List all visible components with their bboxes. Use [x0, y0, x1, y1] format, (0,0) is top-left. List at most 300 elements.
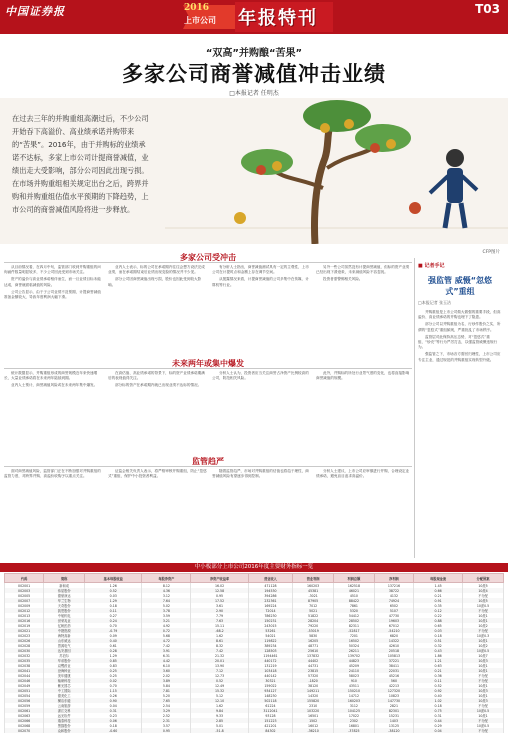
table-cell: -0.79: [85, 628, 142, 633]
table-cell: 002041: [5, 668, 44, 673]
table-cell: 紫光国芯: [44, 683, 85, 688]
table-cell: 82311: [334, 623, 375, 628]
table-cell: 0.85: [85, 658, 142, 663]
table-cell: 5.84: [142, 683, 191, 688]
table-cell: 5830: [293, 633, 334, 638]
table-cell: 28204: [293, 618, 334, 623]
table-header-cell: 每股净资产: [142, 574, 191, 583]
table-cell: 1.45: [414, 583, 463, 589]
table-cell: 934127: [248, 688, 293, 693]
table-cell: -37825: [334, 728, 375, 733]
table-cell: 1502: [293, 718, 334, 723]
table-cell: 0.06: [85, 718, 142, 723]
table-cell: 1.26: [85, 583, 142, 589]
table-cell: 10派1: [463, 613, 504, 618]
table-cell: 7.12: [191, 668, 248, 673]
table-cell: 0.32: [414, 643, 463, 648]
table-cell: 7.79: [191, 613, 248, 618]
table-cell: 新和成: [44, 583, 85, 589]
table-cell: 14320: [293, 693, 334, 698]
table-cell: 243015: [248, 623, 293, 628]
table-cell: 10派1: [463, 693, 504, 698]
table-cell: 54021: [248, 633, 293, 638]
listed-company-label: 上市公司: [184, 16, 216, 25]
year-badge: 2016: [184, 3, 210, 13]
table-cell: 471128: [248, 583, 293, 589]
table-cell: 67012: [374, 623, 413, 628]
table-cell: 002059: [5, 703, 44, 708]
table-header-cell: 利润总额: [334, 574, 375, 583]
table-cell: 50324: [334, 643, 375, 648]
table-cell: 5.68: [142, 633, 191, 638]
table-cell: 19603: [374, 618, 413, 623]
table-cell: 137832: [293, 653, 334, 658]
table-cell: 6.10: [142, 663, 191, 668]
table-cell: 162518: [334, 583, 375, 589]
table-cell: 10派3: [463, 698, 504, 703]
table-cell: 10派1: [463, 618, 504, 623]
table-row: [5, 728, 504, 733]
sidebar-title: 强监管 威慑“忽悠式”重组: [427, 276, 493, 296]
table-cell: 7.64: [142, 598, 191, 603]
table-cell: 0.04: [414, 728, 463, 733]
table-cell: 0.72: [142, 628, 191, 633]
table-cell: 10派1: [463, 713, 504, 718]
table-cell: 0.40: [85, 638, 142, 643]
table-cell: 148230: [248, 693, 293, 698]
table-cell: 002066: [5, 718, 44, 723]
table-cell: 45381: [293, 588, 334, 593]
table-cell: 42213: [374, 683, 413, 688]
table-cell: 5.02: [142, 603, 191, 608]
table-cell: 104125: [334, 708, 375, 713]
table-cell: 0.29: [414, 723, 463, 728]
table-cell: 黑猫股份: [44, 723, 85, 728]
table-cell: 3112: [334, 703, 375, 708]
table-cell: 思源电气: [44, 643, 85, 648]
table-cell: 58023: [334, 673, 375, 678]
table-cell: 瑞泰科技: [44, 718, 85, 723]
table-cell: -68.2: [191, 628, 248, 633]
table-cell: 002061: [5, 708, 44, 713]
table-cell: 910: [334, 678, 375, 683]
body-text-col12: 分析人士建议，上市公司应审慎进行并购，合理设定业绩承诺，避免盲目追求高溢价。: [316, 469, 410, 479]
table-cell: 16.02: [191, 583, 248, 589]
table-cell: 中工国际: [44, 688, 85, 693]
table-cell: 0.65: [414, 623, 463, 628]
table-cell: 0.11: [85, 608, 142, 613]
table-cell: 15.11: [191, 623, 248, 628]
illustration-image: [165, 98, 508, 244]
table-cell: 云南旅游: [44, 703, 85, 708]
table-cell: 3.29: [142, 708, 191, 713]
table-cell: 5.01: [191, 723, 248, 728]
table-cell: 8.12: [142, 583, 191, 589]
table-cell: 13.90: [191, 663, 248, 668]
body-text-col2: 业内人士表示，标的公司在承诺期内往往会想方设法完成业绩，而在承诺期结束后业绩出现变脸的情况并不少见。 部分公司因商誉减值出现亏损，股价也因此受到较大影响。: [108, 265, 205, 287]
table-cell: 159022: [248, 683, 293, 688]
table-cell: 10派1: [463, 638, 504, 643]
table-cell: 14712: [334, 693, 375, 698]
table-cell: 61224: [248, 703, 293, 708]
table-cell: 1194461: [248, 653, 293, 658]
table-cell: 众和股份: [44, 728, 85, 733]
table-cell: 1.15: [85, 688, 142, 693]
table-cell: 不分配: [463, 593, 504, 598]
table-cell: 16502: [334, 638, 375, 643]
table-cell: 160203: [334, 698, 375, 703]
table-cell: 美年健康: [44, 673, 85, 678]
table-cell: 1.29: [85, 598, 142, 603]
column-divider: [414, 258, 415, 558]
table-cell: 2.31: [142, 718, 191, 723]
table-cell: 3.59: [142, 613, 191, 618]
table-cell: 139702: [334, 653, 375, 658]
table-cell: 37221: [374, 658, 413, 663]
table-cell: 0.43: [414, 648, 463, 653]
table-cell: 0.18: [414, 703, 463, 708]
table-cell: 浙江交科: [44, 708, 85, 713]
table-cell: 7.81: [142, 688, 191, 693]
table-cell: 13125: [374, 723, 413, 728]
table-cell: -54210: [374, 628, 413, 633]
table-cell: 0.28: [85, 648, 142, 653]
byline: □本报记者 任明杰: [229, 90, 279, 97]
table-cell: 002035: [5, 658, 44, 663]
table-cell: 凯恩股份: [44, 608, 85, 613]
table-cell: 20518: [374, 648, 413, 653]
table-cell: 38411: [374, 663, 413, 668]
table-cell: 002005: [5, 593, 44, 598]
table-header-row: [5, 574, 504, 583]
table-cell: 华帝股份: [44, 658, 85, 663]
table-cell: 0.36: [414, 673, 463, 678]
table-cell: 150210: [334, 688, 375, 693]
table-cell: 5.12: [191, 693, 248, 698]
table-cell: 10派1: [463, 668, 504, 673]
table-cell: 002044: [5, 673, 44, 678]
table-cell: 1.86: [414, 653, 463, 658]
table-cell: 0.21: [414, 593, 463, 598]
table-cell: 394286: [248, 593, 293, 598]
table-cell: 74924: [374, 598, 413, 603]
table-cell: 002038: [5, 663, 44, 668]
table-cell: 天奇股份: [44, 603, 85, 608]
sidebar-body: 并购重组是上市公司做大做强的重要手段，但高溢价、高业绩承诺的并购也埋下了隐患。 部分公司以并购重组为名，行炒作股价之实，所谓的“忽悠式”重组频现，严重扰乱了市场秩序。 监管层对此保持高压态势，对“忽悠式”重组、“炒壳”等行为严厉打击，以强监管威慑违规行为。 强监管之下，市场各方需回归理性，上市公司应专注主业，通过规范的并购重组实现转型升级。: [418, 310, 501, 362]
table-cell: 1.62: [191, 633, 248, 638]
table-cell: 23815: [293, 668, 334, 673]
table-header-cell: 营业收入: [248, 574, 293, 583]
table-cell: 德豪润达: [44, 593, 85, 598]
table-cell: 轴研科技: [44, 678, 85, 683]
table-title: 中小板部分上市公司2016年度主要财务指标一览: [0, 563, 508, 572]
table-cell: 0.25: [85, 668, 142, 673]
table-cell: 002016: [5, 618, 44, 623]
table-cell: 0.52: [85, 588, 142, 593]
table-cell: 华兰生物: [44, 598, 85, 603]
table-cell: 不分配: [463, 628, 504, 633]
table-cell: 10派0.5: [463, 603, 504, 608]
table-cell: 149211: [293, 688, 334, 693]
table-cell: 002001: [5, 583, 44, 589]
body-text-col6: 在高估值、高业绩承诺的背景下，标的资产业绩承诺期满后的表现值得关注。 部分标的资产在承诺期内就已出现业绩不达标的情况。: [108, 371, 205, 388]
body-text-col3: 有分析人士指出，商誉减值测试具有一定的主观性，上市公司在计提时点和金额上存在调节空间。 从披露情况来看，计提商誉减值的公司多集中在传媒、计算机等行业。: [212, 265, 309, 287]
table-cell: 0.12: [414, 608, 463, 613]
table-cell: -53019: [293, 628, 334, 633]
page-number: T03: [475, 2, 500, 16]
table-cell: 10派2: [463, 623, 504, 628]
table-cell: 002030: [5, 648, 44, 653]
table-body: [5, 583, 504, 734]
table-cell: 137216: [374, 583, 413, 589]
table-cell: 0.70: [85, 683, 142, 688]
table-cell: 5107: [374, 608, 413, 613]
table-cell: 6502: [374, 603, 413, 608]
table-cell: 7.63: [191, 618, 248, 623]
table-cell: 169224: [248, 603, 293, 608]
table-cell: 4.36: [142, 588, 191, 593]
table-cell: 10派1: [463, 663, 504, 668]
divider: [4, 466, 412, 467]
body-text-col10: 证监会相关负责人表示，将严格审核并购重组，防止“忽悠式”重组，保护中小投资者利益。: [108, 469, 207, 479]
table-cell: 0.63: [414, 663, 463, 668]
table-cell: 502118: [248, 698, 293, 703]
table-cell: 43511: [334, 683, 375, 688]
table-cell: 中航机电: [44, 613, 85, 618]
table-cell: 12.58: [191, 588, 248, 593]
table-cell: 002012: [5, 608, 44, 613]
table-cell: 远光软件: [44, 713, 85, 718]
table-cell: 山东威达: [44, 638, 85, 643]
sidebar-byline: □本报记者 张玉洁: [418, 300, 452, 305]
table-cell: 0.44: [414, 718, 463, 723]
section-title-regulation: 监管趋严: [192, 457, 224, 466]
table-cell: -1820: [293, 678, 334, 683]
table-cell: 0.31: [85, 708, 142, 713]
table-cell: 2310: [293, 703, 334, 708]
table-cell: 4510: [334, 593, 375, 598]
sidebar-column: [418, 262, 502, 565]
table-cell: 0.90: [85, 698, 142, 703]
table-cell: 3.57: [142, 723, 191, 728]
table-cell: -3021: [293, 593, 334, 598]
table-cell: 0.25: [85, 673, 142, 678]
table-cell: 0.22: [414, 613, 463, 618]
table-cell: 0.03: [414, 628, 463, 633]
table-cell: 10823: [374, 693, 413, 698]
table-cell: -51.8: [191, 728, 248, 733]
table-cell: 6.31: [142, 653, 191, 658]
table-cell: 0.26: [85, 693, 142, 698]
table-cell: 7201: [334, 633, 375, 638]
table-cell: 1.02: [414, 698, 463, 703]
table-cell: 0.52: [191, 678, 248, 683]
table-cell: 002013: [5, 613, 44, 618]
table-cell: 103418: [248, 668, 293, 673]
table-cell: 5021: [293, 608, 334, 613]
table-cell: 1.62: [191, 703, 248, 708]
table-cell: 150231: [248, 618, 293, 623]
table-cell: 0.24: [85, 618, 142, 623]
table-cell: 21.32: [191, 653, 248, 658]
table-cell: 160203: [293, 583, 334, 589]
table-cell: 1.21: [414, 658, 463, 663]
table-cell: 002063: [5, 713, 44, 718]
table-cell: 45216: [374, 673, 413, 678]
table-cell: 0.35: [414, 603, 463, 608]
table-cell: 3112041: [248, 708, 293, 713]
table-cell: 26211: [334, 648, 375, 653]
table-cell: 2.90: [191, 608, 248, 613]
table-cell: 147730: [374, 698, 413, 703]
table-cell: 0.51: [414, 638, 463, 643]
hero-area: [0, 98, 508, 244]
table-cell: 不分配: [463, 673, 504, 678]
section-title-impact: 多家公司受冲击: [180, 253, 236, 262]
table-cell: 0.18: [414, 633, 463, 638]
table-cell: 002056: [5, 698, 44, 703]
table-cell: 53261: [248, 628, 293, 633]
table-cell: 3.60: [142, 668, 191, 673]
table-cell: 0.75: [414, 708, 463, 713]
table-cell: 不分配: [463, 718, 504, 723]
table-cell: 2.02: [142, 673, 191, 678]
photo-caption: CFP图片: [482, 250, 500, 255]
table-cell: 0.88: [414, 618, 463, 623]
table-cell: 世荣兆业: [44, 618, 85, 623]
table-cell: 0.61: [85, 643, 142, 648]
table-cell: 93128: [248, 713, 293, 718]
table-cell: 7.42: [191, 648, 248, 653]
divider: [4, 368, 412, 369]
table-cell: 15231: [374, 713, 413, 718]
table-cell: 44731: [293, 663, 334, 668]
table-header-cell: 代码: [5, 574, 44, 583]
table-cell: 105813: [374, 653, 413, 658]
table-cell: 9.84: [191, 708, 248, 713]
table-cell: 0.92: [414, 688, 463, 693]
table-header-cell: 净利润: [374, 574, 413, 583]
table-cell: 10派5: [463, 598, 504, 603]
table-cell: 8.32: [191, 643, 248, 648]
table-cell: 38722: [374, 588, 413, 593]
table-cell: 0.40: [414, 693, 463, 698]
table-cell: 51822: [293, 613, 334, 618]
table-cell: 0.66: [414, 588, 463, 593]
table-cell: 28502: [334, 618, 375, 623]
table-cell: 7.65: [142, 698, 191, 703]
table-cell: 7.42: [142, 643, 191, 648]
table-cell: 2.52: [142, 713, 191, 718]
table-cell: 2302: [334, 718, 375, 723]
table-cell: 0.83: [85, 663, 142, 668]
table-cell: 10派5: [463, 583, 504, 589]
table-cell: 17.52: [191, 598, 248, 603]
table-cell: 0.27: [85, 613, 142, 618]
table-cell: 194530: [248, 588, 293, 593]
table-cell: 24110: [334, 668, 375, 673]
table-cell: 0.95: [191, 593, 248, 598]
table-cell: 232361: [248, 598, 293, 603]
table-cell: 131219: [248, 663, 293, 668]
table-cell: 002023: [5, 633, 44, 638]
newspaper-logo: 中国证券报: [5, 5, 65, 18]
table-cell: 3.12: [142, 593, 191, 598]
table-cell: 4132: [374, 593, 413, 598]
table-cell: 002003: [5, 588, 44, 593]
table-cell: 44402: [293, 658, 334, 663]
table-cell: 7861: [334, 603, 375, 608]
table-cell: 002051: [5, 688, 44, 693]
table-cell: 12.10: [191, 698, 248, 703]
table-cell: 79220: [293, 623, 334, 628]
table-cell: 786230: [248, 613, 293, 618]
table-cell: 双鹭药业: [44, 663, 85, 668]
table-cell: 45209: [334, 663, 375, 668]
table-cell: 47730: [374, 613, 413, 618]
table-cell: 7012: [293, 603, 334, 608]
table-cell: 10派3: [463, 688, 504, 693]
table-cell: 10派4: [463, 588, 504, 593]
table-cell: 42610: [374, 643, 413, 648]
table-cell: 20.01: [191, 658, 248, 663]
table-cell: 中捷资源: [44, 628, 85, 633]
table-cell: 0.11: [414, 678, 463, 683]
table-cell: 560: [374, 678, 413, 683]
section-title-outlook: 未来两年或集中爆发: [172, 359, 244, 368]
table-cell: 横店东磁: [44, 698, 85, 703]
table-cell: 46021: [334, 588, 375, 593]
table-cell: 3.78: [142, 608, 191, 613]
table-cell: 6820: [374, 633, 413, 638]
body-text-col5: 统计数据显示，并购重组形成的商誉规模近年来快速增长，大量业绩承诺将在未来两年陆续到期。 业内人士预计，商誉减值风险或在未来两年集中爆发。: [4, 371, 98, 388]
table-cell: 10派0.5: [463, 648, 504, 653]
table-cell: 0.09: [85, 633, 142, 638]
table-cell: 0.21: [414, 668, 463, 673]
table-cell: 0.70: [85, 623, 142, 628]
table-cell: 54412: [334, 613, 375, 618]
table-cell: 2.85: [191, 718, 248, 723]
table-cell: 002046: [5, 678, 44, 683]
sidebar-kicker: ■ 记者手记: [418, 263, 445, 269]
table-cell: 3.21: [142, 618, 191, 623]
table-cell: 5320: [334, 608, 375, 613]
table-cell: 16801: [334, 723, 375, 728]
table-cell: 登海种业: [44, 668, 85, 673]
table-cell: 002007: [5, 598, 44, 603]
table-cell: 16205: [293, 638, 334, 643]
table-cell: 22031: [374, 668, 413, 673]
table-cell: 57320: [293, 673, 334, 678]
table-header-cell: 每股现金流: [414, 574, 463, 583]
table-cell: 4.92: [142, 623, 191, 628]
table-cell: 103220: [293, 708, 334, 713]
financial-table: [4, 573, 504, 733]
masthead: [0, 0, 508, 34]
table-cell: 119822: [248, 638, 293, 643]
subheadline: “双高”并购酿“苦果”: [205, 48, 303, 59]
table-header-cell: 分配预案: [463, 574, 504, 583]
table-cell: 不分配: [463, 728, 504, 733]
table-cell: 0.95: [142, 728, 191, 733]
table-cell: 421201: [248, 723, 293, 728]
table-cell: 不分配: [463, 703, 504, 708]
body-text-col4: 另外一些公司虽然没有计提商誉减值，但标的资产业绩已经出现下滑迹象，未来减值风险不容忽视。 投资者需警惕相关风险。: [316, 265, 410, 282]
table-cell: 002026: [5, 638, 44, 643]
table-cell: 3.89: [142, 678, 191, 683]
table-cell: 72014: [248, 608, 293, 613]
body-text-col11: 随着监管趋严，市场对并购重组的估值也将趋于理性，商誉减值风险有望逐步得到控制。: [212, 469, 309, 479]
